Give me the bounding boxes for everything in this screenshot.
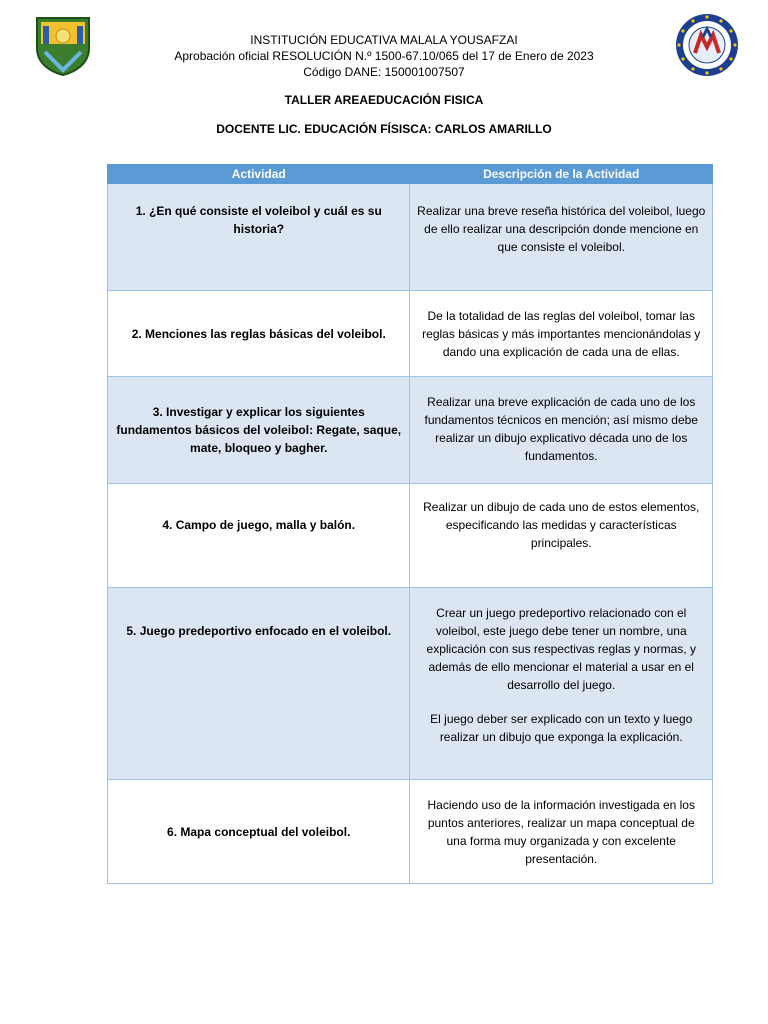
table-row <box>108 588 713 780</box>
teacher-name: DOCENTE LIC. EDUCACIÓN FÍSISCA: CARLOS AMARILLO <box>216 122 552 136</box>
activity-cell: 6. Mapa conceptual del voleibol. <box>108 780 410 884</box>
table-row <box>108 377 713 484</box>
table-row <box>108 484 713 588</box>
table-row <box>108 291 713 377</box>
activity-cell: 2. Menciones las reglas básicas del voleibol. <box>108 291 410 377</box>
description-cell: Realizar un dibujo de cada uno de estos elementos, especificando las medidas y características principales. <box>410 484 713 588</box>
description-cell: Haciendo uso de la información investigada en los puntos anteriores, realizar un mapa conceptual de una forma muy organizada y con excelente presentación. <box>410 780 713 884</box>
workshop-title: TALLER AREAEDUCACIÓN FISICA <box>284 93 484 107</box>
table-row <box>108 780 713 884</box>
table-header-row <box>108 165 713 184</box>
description-cell: Crear un juego predeportivo relacionado con el voleibol, este juego debe tener un nombre, una explicación con sus respectivas reglas y normas, y además de ello mencionar el material a usar en el desarrollo del juego. El juego deber ser explicado con un texto y luego realizar un dibujo que exponga la explicación. <box>410 588 713 780</box>
activity-cell: 3. Investigar y explicar los siguientes fundamentos básicos del voleibol: Regate, saque, mate, bloqueo y bagher. <box>108 377 410 484</box>
description-cell: Realizar una breve reseña histórica del voleibol, luego de ello realizar una descripción donde mencione en que consiste el voleibol. <box>410 184 713 291</box>
activity-cell: 1. ¿En qué consiste el voleibol y cuál es su historia? <box>108 184 410 291</box>
approval-resolution: Aprobación oficial RESOLUCIÓN N.º 1500-67.10/065 del 17 de Enero de 2023 <box>174 49 594 63</box>
description-cell: De la totalidad de las reglas del voleibol, tomar las reglas básicas y más importantes mencionándolas y dando una explicación de cada una de ellas. <box>410 291 713 377</box>
column-header-description: Descripción de la Actividad <box>410 165 713 184</box>
institution-name: INSTITUCIÓN EDUCATIVA MALALA YOUSAFZAI <box>250 33 518 47</box>
activities-table <box>107 164 713 884</box>
column-header-activity: Actividad <box>108 165 410 184</box>
activity-cell: 5. Juego predeportivo enfocado en el voleibol. <box>108 588 410 780</box>
activity-cell: 4. Campo de juego, malla y balón. <box>108 484 410 588</box>
dane-code: Código DANE: 150001007507 <box>303 65 465 79</box>
description-cell: Realizar una breve explicación de cada uno de los fundamentos técnicos en mención; así mismo debe realizar un dibujo explicativo década uno de los fundamentos. <box>410 377 713 484</box>
document-header <box>0 0 768 140</box>
table-row <box>108 184 713 291</box>
